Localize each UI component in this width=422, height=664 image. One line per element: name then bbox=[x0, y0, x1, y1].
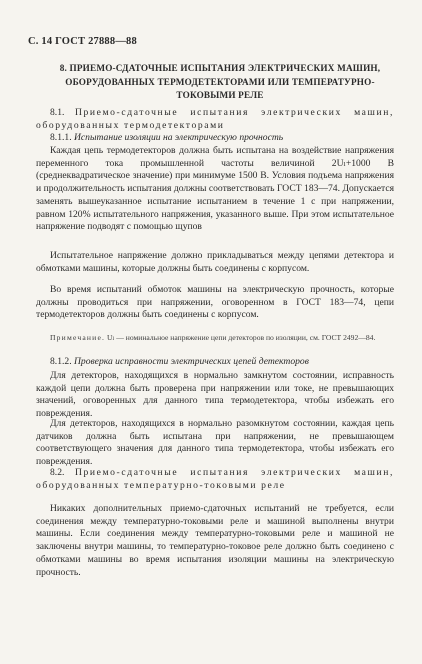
winding-test-paragraph: Во время испытаний обмоток машины на электрическую прочность, которые должны проводиться при напряжении, оговоренном в ГОСТ 183—74, цепи термодетекторов должны быть соединены с корпусом. bbox=[36, 284, 394, 321]
clause-8-1-1 bbox=[36, 132, 394, 145]
clause-8-1-2-number: 8.1.2. bbox=[50, 356, 72, 367]
test-voltage-paragraph: Испытательное напряжение должно прикладываться между цепями детектора и обмотками машины, которые должны быть соединены с корпусом. bbox=[36, 250, 394, 274]
clause-8-1-2 bbox=[36, 356, 394, 369]
note-text: Uₗ — номинальное напряжение цепи детекторов по изоляции, см. ГОСТ 2492—84. bbox=[107, 333, 376, 342]
clause-8-1-1-heading: Испытание изоляции на электрическую прочность bbox=[74, 132, 284, 143]
clause-8-2-number: 8.2. bbox=[50, 467, 65, 478]
clause-8-1-number: 8.1. bbox=[50, 107, 65, 118]
clause-8-1-1-number: 8.1.1. bbox=[50, 132, 72, 143]
section-title: 8. ПРИЕМО-СДАТОЧНЫЕ ИСПЫТАНИЯ ЭЛЕКТРИЧЕСКИХ МАШИН, ОБОРУДОВАННЫХ ТЕРМОДЕТЕКТОРАМИ ИЛИ ТЕМПЕРАТУРНО-ТОКОВЫМИ РЕЛЕ bbox=[59, 63, 381, 100]
clause-8-1-heading: Приемо-сдаточные испытания электрических машин, оборудованных термодетекторами bbox=[36, 107, 394, 131]
open-detectors-paragraph: Для детекторов, находящихся в нормально разомкнутом состоянии, каждая цепь датчиков должна быть испытана при напряжении, не превышающем соответствующего значения для данного типа термодетектора, чтобы избежать его повреждения. bbox=[36, 418, 394, 468]
clause-8-1 bbox=[36, 107, 394, 132]
clause-8-2 bbox=[36, 467, 394, 492]
note bbox=[36, 333, 394, 344]
clause-8-1-1-body: Каждая цепь термодетекторов должна быть испытана на воздействие напряжения переменного тока промышленной частоты величиной 2Uₗ+1000 В (среднеквадратическое значение) при минимуме 1500 В. Условия подъема напряжения и продолжительность испытания должны соответствовать ГОСТ 183—74. Допускается заменять вышеуказанное испытание испытанием в течение 1 с при напряжении, равном 120% испытательного напряжения, указанного выше. При этом испытательное напряжение подводят с помощью щупов bbox=[36, 145, 394, 233]
note-label: Примечание. bbox=[50, 333, 106, 342]
clause-8-2-heading: Приемо-сдаточные испытания электрических машин, оборудованных температурно-токовыми реле bbox=[36, 467, 394, 491]
page-header: С. 14 ГОСТ 27888—88 bbox=[28, 36, 137, 47]
closed-detectors-paragraph: Для детекторов, находящихся в нормально замкнутом состоянии, исправность каждой цепи должна быть проверена при напряжении или токе, не превышающих значений, оговоренных для данного типа термодетектора, чтобы избежать его повреждения. bbox=[36, 370, 394, 420]
clause-8-1-2-heading: Проверка исправности электрических цепей детекторов bbox=[74, 356, 309, 367]
clause-8-2-body: Никаких дополнительных приемо-сдаточных испытаний не требуется, если соединения между температурно-токовыми реле и машиной выполнены внутри машины. Если соединения между температурно-токовыми реле и машиной не заключены внутри машины, то температурно-токовое реле должно быть соединено с обмотками машины во время испытания изоляции машины на электрическую прочность. bbox=[36, 503, 394, 578]
